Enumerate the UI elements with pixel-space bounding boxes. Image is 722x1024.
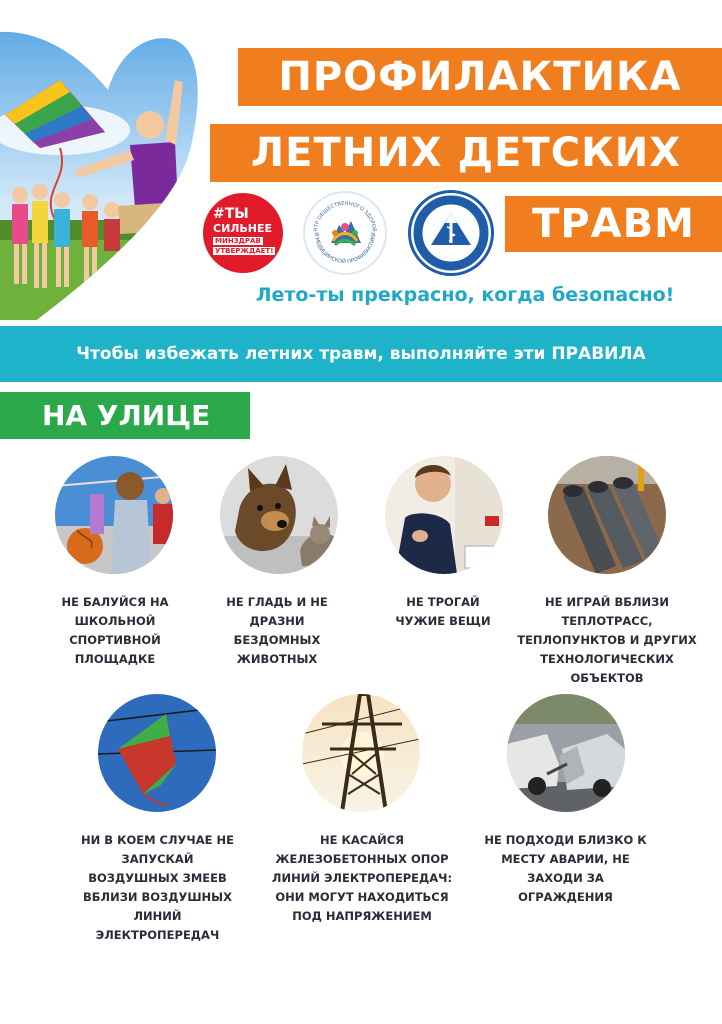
logo-red-line2: СИЛЬНЕЕ [213,222,273,235]
public-health-emblem-icon [305,193,385,273]
logo-center-bottom-path: И МЕДИЦИНСКОЙ ПРОФИЛАКТИКИ [312,232,378,266]
rule-6-line-3: ЛИНИЙ ЭЛЕКТРОПЕРЕДАЧ: [271,871,453,885]
rule-4-line-5: ОБЪЕКТОВ [570,671,644,685]
rule-1-line-1: НЕ БАЛУЙСЯ НА [61,595,169,609]
logo-red-line1: #ТЫ [213,206,249,222]
rule-5-line-6: ЭЛЕКТРОПЕРЕДАЧ [95,928,220,942]
title-line-3: ТРАВМ [505,196,722,252]
health-ministry-logo [408,190,494,276]
rule-caption-1 [40,593,190,669]
rule-caption-5 [70,831,245,945]
mountain-medical-emblem-icon [411,193,491,273]
rule-7-line-1: НЕ ПОДХОДИ БЛИЗКО К [484,833,647,847]
rule-3-line-1: НЕ ТРОГАЙ [406,595,480,609]
rule-1-line-2: ШКОЛЬНОЙ [74,614,156,628]
rules-banner-text: Чтобы избежать летних травм, выполняйте эти ПРАВИЛА [76,344,646,364]
power-tower-photo [302,694,420,812]
rule-6-line-5: ПОД НАПРЯЖЕНИЕМ [292,909,432,923]
title-line-1: ПРОФИЛАКТИКА [238,48,722,106]
stray-dog-cat-photo [220,456,338,574]
rule-4-line-3: ТЕПЛОПУНКТОВ И ДРУГИХ [517,633,697,647]
rule-6-line-4: ОНИ МОГУТ НАХОДИТЬСЯ [275,890,449,904]
rule-caption-2 [202,593,352,669]
rule-caption-7 [478,831,653,907]
kite-near-powerlines-photo [98,694,216,812]
rule-3-line-2: ЧУЖИЕ ВЕЩИ [395,614,491,628]
title-line-2: ЛЕТНИХ ДЕТСКИХ [210,124,722,182]
logo-center-top-path: НТР ОБЩЕСТВЕННОГО ЗДОРОВ [312,200,378,233]
rule-caption-6 [268,831,456,926]
rule-4-line-4: ТЕХНОЛОГИЧЕСКИХ [540,652,674,666]
boy-at-window-photo [385,456,503,574]
rule-4-line-2: ТЕПЛОТРАСС, [561,614,653,628]
rule-5-line-4: ВБЛИЗИ ВОЗДУШНЫХ [83,890,232,904]
heating-pipes-photo [548,456,666,574]
rule-5-line-3: ВОЗДУШНЫХ ЗМЕЕВ [88,871,227,885]
rule-4-line-1: НЕ ИГРАЙ ВБЛИЗИ [545,595,669,609]
rule-7-line-3: ЗАХОДИ ЗА [527,871,604,885]
rule-7-line-4: ОГРАЖДЕНИЯ [518,890,613,904]
logo-red-line4: УТВЕРЖДАЕТ! [215,247,274,255]
rule-5-line-2: ЗАПУСКАЙ [121,852,194,866]
rule-5-line-1: НИ В КОЕМ СЛУЧАЕ НЕ [81,833,234,847]
playground-photo [55,456,173,574]
rule-6-line-2: ЖЕЛЕЗОБЕТОННЫХ ОПОР [275,852,449,866]
ty-silnee-logo [203,193,283,273]
rule-caption-4 [512,593,702,688]
rule-2-line-2: ДРАЗНИ [249,614,305,628]
rule-5-line-5: ЛИНИЙ [133,909,182,923]
logo-red-line3: МИНЗДРАВ [215,237,261,245]
rule-2-line-1: НЕ ГЛАДЬ И НЕ [226,595,328,609]
rule-1-line-4: ПЛОЩАДКЕ [74,652,156,666]
section-label: НА УЛИЦЕ [42,399,211,432]
rule-2-line-3: БЕЗДОМНЫХ [233,633,321,647]
rule-2-line-4: ЖИВОТНЫХ [236,652,318,666]
rule-1-line-3: СПОРТИВНОЙ [69,633,161,647]
rule-caption-3 [368,593,518,631]
car-accident-photo [507,694,625,812]
rule-7-line-2: МЕСТУ АВАРИИ, НЕ [501,852,630,866]
slogan: Лето-ты прекрасно, когда безопасно! [255,284,675,306]
public-health-center-logo [303,191,387,275]
heart-photo [0,20,200,320]
rule-6-line-1: НЕ КАСАЙСЯ [319,833,405,847]
